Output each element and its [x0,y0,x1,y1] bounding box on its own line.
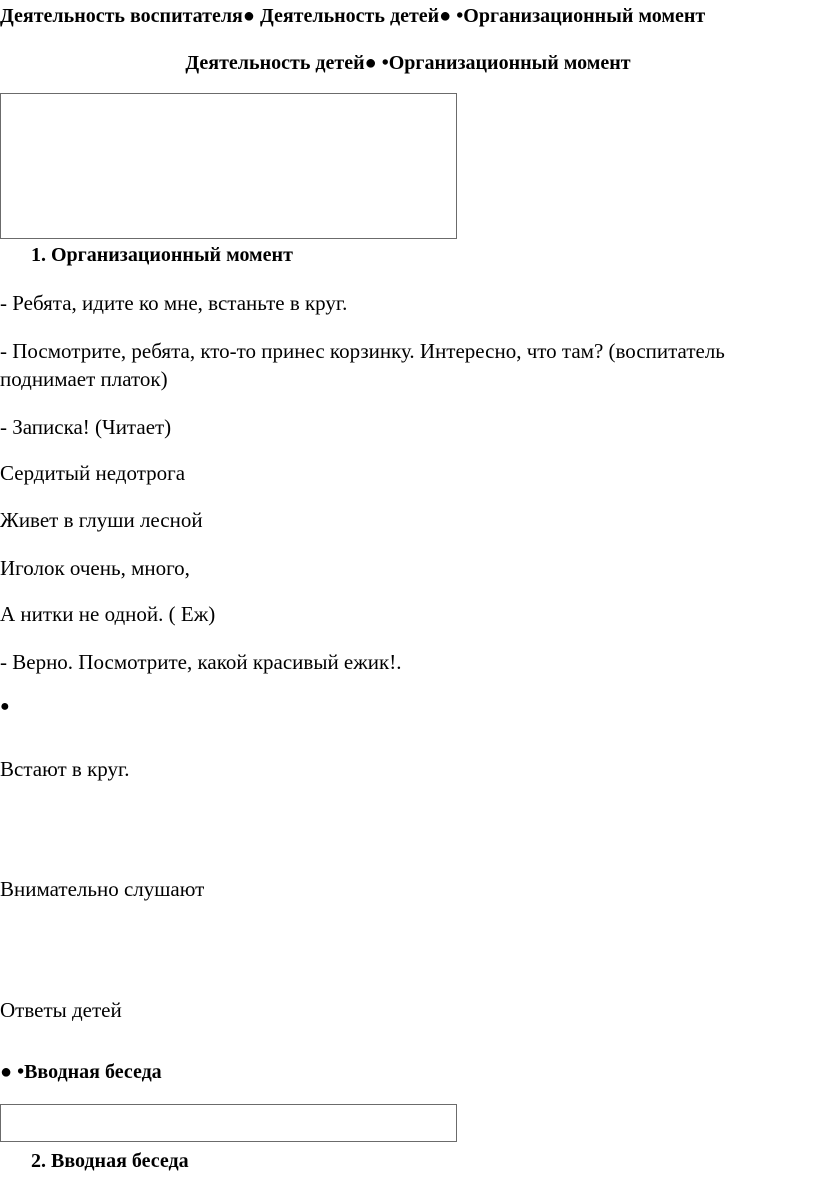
paragraph: поднимает платок) [0,367,168,391]
paragraph: - Ребята, идите ко мне, встаньте в круг. [0,291,348,315]
header-line-2: Деятельность детей● •Организационный момент [185,52,631,74]
section-2-bullet-heading: ● •Вводная беседа [0,1061,162,1083]
children-activity: Ответы детей [0,998,122,1022]
header-line-1: Деятельность воспитателя● Деятельность детей● •Организационный момент [0,5,706,27]
poem-line: А нитки не одной. ( Еж) [0,602,216,626]
paragraph: - Записка! (Читает) [0,415,172,439]
paragraph: - Верно. Посмотрите, какой красивый ежик!. [0,650,402,674]
children-activity: Встают в круг. [0,757,130,781]
paragraph: - Посмотрите, ребята, кто-то принес корзинку. Интересно, что там? (воспитатель [0,339,725,363]
bullet-icon: ● [0,698,10,715]
poem-line: Живет в глуши лесной [0,508,203,532]
empty-table-cell [0,1104,457,1142]
poem-line: Иголок очень, много, [0,556,190,580]
section-1-heading: 1. Организационный момент [31,244,293,266]
empty-table-cell [0,93,457,239]
poem-line: Сердитый недотрога [0,461,186,485]
section-2-heading: 2. Вводная беседа [31,1150,189,1172]
children-activity: Внимательно слушают [0,877,205,901]
